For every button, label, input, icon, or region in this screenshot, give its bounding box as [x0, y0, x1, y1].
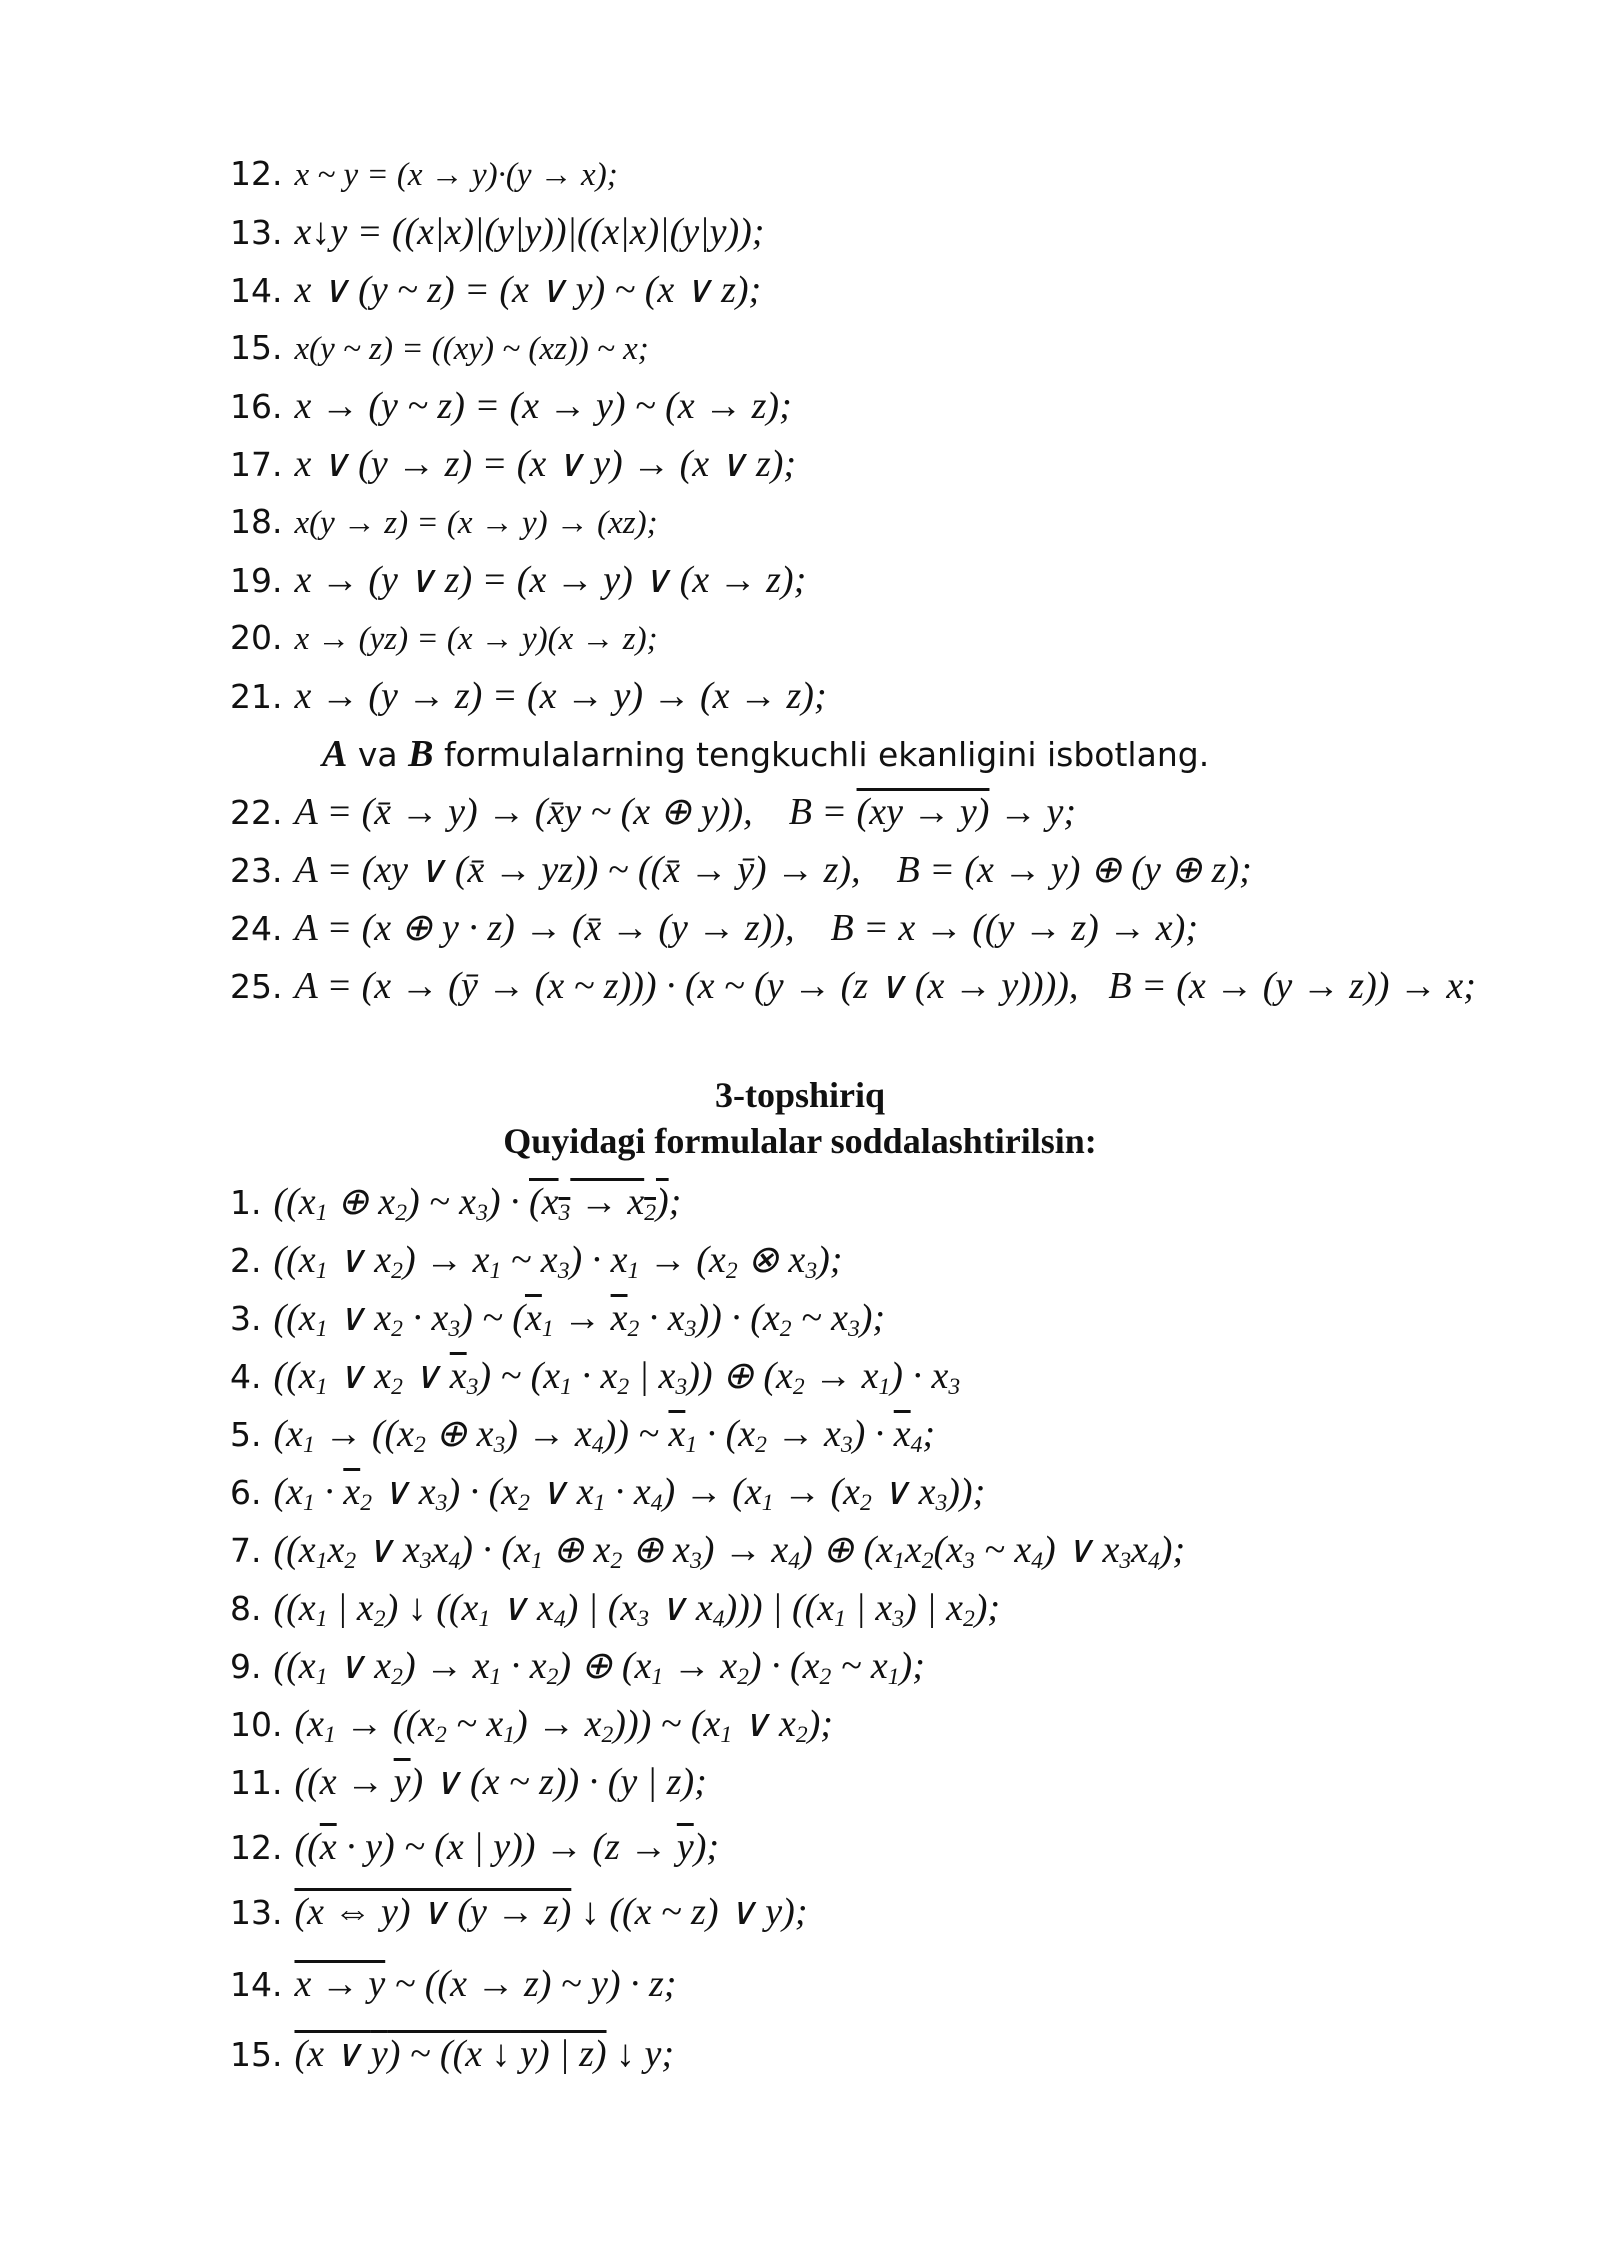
- formula-line: 14. x → y ~ ((x → z) ~ y) · z;: [230, 1963, 677, 2005]
- section-title: 3-topshiriq: [714, 1075, 886, 1115]
- formula-line: 20. x → (yz) = (x → y)(x → z);: [230, 618, 658, 657]
- formula-line: 23. A = (xy ∨ (x̄ → yz)) ~ ((x̄ → ȳ) → z), B = (x → y) ⊕ (y ⊕ z);: [230, 849, 1252, 891]
- equivalence-instruction: A va B formulalarning tengkuchli ekanligini isbotlang.: [322, 733, 1210, 775]
- formula-line: 1. (($x_1$ ⊕ $x_2$) ~ $x_3) \cdot (x_3 \to x_2)$;: [230, 1181, 682, 1226]
- formula-line: 14. x ∨ (y ~ z) = (x ∨ y) ~ (x ∨ z);: [230, 269, 762, 311]
- formula-line: 18. x(y → z) = (x → y) → (xz);: [230, 502, 658, 541]
- formula-line: 3. (($x_1$ ∨ $x_2 \cdot x_3$) ~ $(\overline{x}_1 \to \overline{x}_2 \cdot x_3)) \cdot (x_2$ ~ $x_3$);: [230, 1297, 886, 1342]
- formula-line: 4. (($x_1$ ∨ $x_2$ ∨ $\overline{x}_3$) ~ ($x_1 \cdot x_2$ | $x_3$)) ⊕ $(x_2 \to x_1) \cdot x_3$: [230, 1355, 961, 1400]
- formula-line: 11. ($(x \to \overline{y})$ ∨ (x ~ z)) · (y | z);: [230, 1761, 707, 1803]
- formula-line: 7. (($x_1x_2$ ∨ $x_3x_4) \cdot (x_1$ ⊕ $x_2$ ⊕ $x_3) \to x_4$) ⊕ ($x_1x_2(x_3$ ~ $x_4$) ∨ $x_3x_4$);: [230, 1529, 1186, 1574]
- formula-line: 5. ($x_1 \to ((x_2$ ⊕ $x_3) \to x_4$)) ~ $\overline{x}_1 \cdot (x_2 \to x_3) \cdot \overline{x}_4$;: [230, 1413, 936, 1458]
- formula-line: 19. x → (y ∨ z) = (x → y) ∨ (x → z);: [230, 559, 807, 601]
- formula-line: 12. x ~ y = (x → y)·(y → x);: [230, 154, 618, 193]
- formula-line: 22. A = (x̄ → y) → (x̄y ~ (x ⊕ y)), B = (xy → y) → y;: [230, 791, 1076, 833]
- formula-line: 2. (($x_1$ ∨ $x_2) \to x_1$ ~ $x_3) \cdot x_1 \to (x_2$ ⊗ $x_3$);: [230, 1239, 843, 1284]
- formula-line: 21. x → (y → z) = (x → y) → (x → z);: [230, 675, 827, 717]
- formula-line: 10. ($x_1 \to ((x_2$ ~ $x_1) \to x_2$))) ~ ($x_1$ ∨ $x_2$);: [230, 1703, 833, 1748]
- formula-line: 12. ($(\overline{x} \cdot y)$ ~ (x | $y)) \to (z \to \overline{y})$;: [230, 1826, 720, 1868]
- formula-line: 25. A = (x → (ȳ → (x ~ z))) · (x ~ (y → (z ∨ (x → y)))), B = (x → (y → z)) → x;: [230, 965, 1476, 1007]
- formula-line: 24. A = (x ⊕ y · z) → (x̄ → (y → z)), B = x → ((y → z) → x);: [230, 907, 1198, 949]
- formula-line: 9. (($x_1$ ∨ $x_2) \to x_1 \cdot x_2$) ⊕ $(x_1 \to x_2) \cdot (x_2$ ~ $x_1$);: [230, 1645, 925, 1690]
- formula-line: 16. x → (y ~ z) = (x → y) ~ (x → z);: [230, 385, 792, 427]
- section-subtitle: Quyidagi formulalar soddalashtirilsin:: [503, 1121, 1097, 1161]
- formula-line: 13. (x ⇔ y) ∨ (y → z) ↓ ((x ~ z) ∨ y);: [230, 1891, 808, 1933]
- formula-line: 6. ($x_1 \cdot \overline{x}_2$ ∨ $x_3) \cdot (x_2$ ∨ $x_1 \cdot x_4) \to (x_1 \to (x_2$ ∨ $x_3$));: [230, 1471, 986, 1516]
- formula-line: 15. x(y ~ z) = ((xy) ~ (xz)) ~ x;: [230, 328, 649, 367]
- formula-line: 13. x↓y = ((x|x)|(y|y))|((x|x)|(y|y));: [230, 211, 765, 253]
- formula-line: 17. x ∨ (y → z) = (x ∨ y) → (x ∨ z);: [230, 443, 797, 485]
- formula-line: 15. (x ∨ y) ~ ((x ↓ y) | z) ↓ y;: [230, 2033, 675, 2075]
- formula-line: 8. (($x_1$ | $x_2$) ↓ (($x_1$ ∨ $x_4$) | ($x_3$ ∨ $x_4$))) | (($x_1$ | $x_3$) | $x_2$);: [230, 1587, 1001, 1632]
